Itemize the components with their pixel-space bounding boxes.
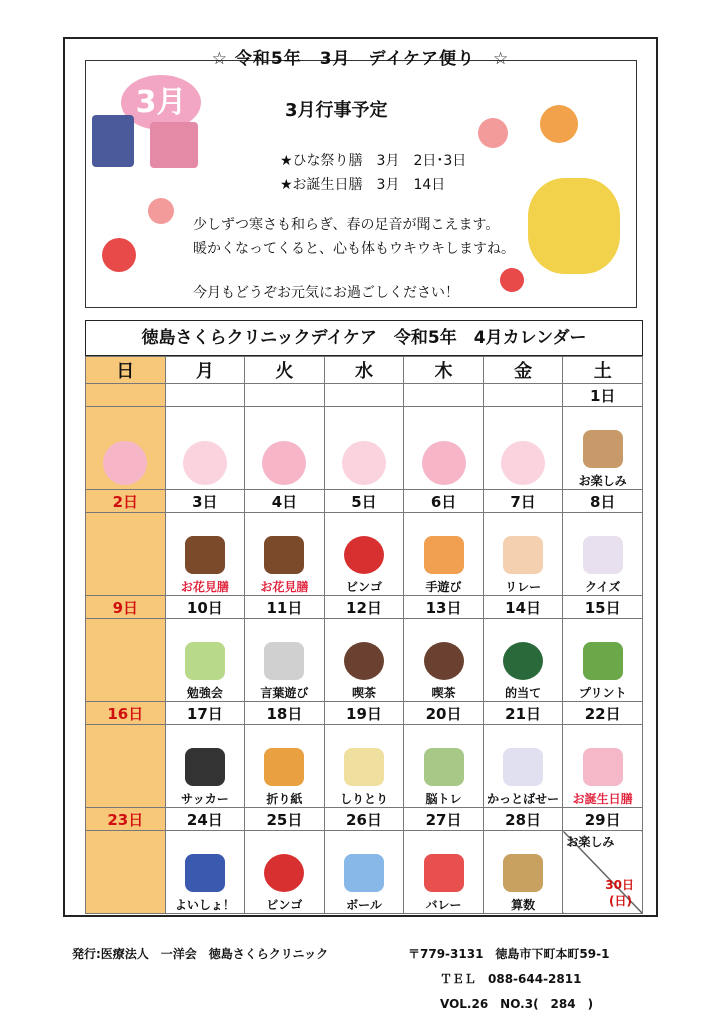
- activity-label: お楽しみ: [578, 474, 627, 488]
- activity-cell: [483, 407, 563, 490]
- plum-flower-icon: [540, 105, 578, 143]
- soccer-rabbit-icon: [185, 748, 225, 786]
- activity-label: お誕生日膳: [572, 792, 633, 806]
- date-cell: 20日: [404, 702, 484, 725]
- activity-label: バレー: [425, 898, 462, 912]
- date-cell: [245, 384, 325, 407]
- date-cell: 27日: [404, 808, 484, 831]
- day30-weekday: (日): [609, 894, 632, 908]
- origami-crane-icon: [264, 748, 304, 786]
- date-cell: [165, 384, 245, 407]
- message-line: 暖かくなってくると、心も体もウキウキしますね。: [193, 241, 515, 257]
- date-cell: [404, 384, 484, 407]
- weekday-header-row: [86, 357, 643, 384]
- elderly-couple-icon: [424, 748, 464, 786]
- activity-label: しりとり: [339, 792, 388, 806]
- bingo-machine-icon: [344, 536, 384, 574]
- activity-label: 勉強会: [186, 686, 223, 700]
- activity-cell: [324, 619, 404, 702]
- activity-label: よいしょ！: [174, 898, 235, 912]
- activity-cell: [563, 725, 643, 808]
- coffee-cup-icon: [424, 642, 464, 680]
- hina-doll-male-illustration: [92, 115, 134, 167]
- plum-flower-icon: [478, 118, 508, 148]
- date-cell: 25日: [245, 808, 325, 831]
- activity-cell: [165, 513, 245, 596]
- activity-cell: [324, 725, 404, 808]
- activity-cell: [563, 619, 643, 702]
- activity-cell: [563, 513, 643, 596]
- activity-cell: [86, 619, 166, 702]
- activity-cell: [563, 407, 643, 490]
- date-cell: 4日: [245, 490, 325, 513]
- sakura-icon: [262, 441, 306, 485]
- activity-cell: [165, 831, 245, 914]
- activity-label: ビンゴ: [345, 580, 382, 594]
- activity-label: 脳トレ: [425, 792, 462, 806]
- study-person-icon: [185, 642, 225, 680]
- publisher: 発行:医療法人 一洋会 徳島さくらクリニック: [72, 947, 329, 961]
- coffee-cup-icon: [344, 642, 384, 680]
- date-row: [86, 490, 643, 513]
- weightlifter-icon: [185, 854, 225, 892]
- date-cell: [324, 384, 404, 407]
- date-cell: 26日: [324, 808, 404, 831]
- date-row: [86, 596, 643, 619]
- date-cell: 11日: [245, 596, 325, 619]
- activity-row: [86, 513, 643, 596]
- newsletter-title: ☆ 令和5年 3月 デイケア便り ☆: [211, 49, 510, 69]
- animals-party-icon: [583, 430, 623, 468]
- telephone: ＴＥＬ 088-644-2811: [440, 972, 582, 986]
- date-cell: 13日: [404, 596, 484, 619]
- activity-label: 手遊び: [425, 580, 462, 594]
- date-cell: 14日: [483, 596, 563, 619]
- activity-label: 的当て: [505, 686, 542, 700]
- date-cell: 12日: [324, 596, 404, 619]
- activity-cell: [404, 513, 484, 596]
- activity-label: ビンゴ: [266, 898, 303, 912]
- activity-cell: [483, 831, 563, 914]
- activity-cell: [86, 725, 166, 808]
- date-cell: 2日: [86, 490, 166, 513]
- date-cell: 7日: [483, 490, 563, 513]
- activity-label: サッカー: [180, 792, 229, 806]
- events-title: 3月行事予定: [285, 100, 388, 121]
- activity-cell: [404, 619, 484, 702]
- weekday-header: 月: [165, 357, 245, 384]
- date-cell: 22日: [563, 702, 643, 725]
- date-cell: 19日: [324, 702, 404, 725]
- weekday-header: 金: [483, 357, 563, 384]
- date-cell: 24日: [165, 808, 245, 831]
- hand-play-icon: [424, 536, 464, 574]
- activity-cell: [245, 725, 325, 808]
- bingo-machine-icon: [264, 854, 304, 892]
- activity-label: お花見膳: [180, 580, 229, 594]
- activity-label: 折り紙: [266, 792, 303, 806]
- weekday-header: 水: [324, 357, 404, 384]
- math-boy-icon: [503, 854, 543, 892]
- date-cell: 10日: [165, 596, 245, 619]
- activity-label: かっとばせー: [487, 792, 560, 806]
- date-row: [86, 702, 643, 725]
- pencil-eraser-icon: [583, 642, 623, 680]
- plum-flower-icon: [500, 268, 524, 292]
- activity-cell: [563, 831, 643, 914]
- bento-box-icon: [185, 536, 225, 574]
- date-cell: 29日: [563, 808, 643, 831]
- date-cell: [86, 384, 166, 407]
- activity-cell: [245, 831, 325, 914]
- message-line: 少しずつ寒さも和らぎ、春の足音が聞こえます。: [193, 217, 500, 233]
- date-cell: 18日: [245, 702, 325, 725]
- activity-cell: [245, 513, 325, 596]
- sakura-icon: [342, 441, 386, 485]
- activity-cell: [245, 619, 325, 702]
- date-row: [86, 808, 643, 831]
- ball-boy-icon: [344, 854, 384, 892]
- activity-row: [86, 725, 643, 808]
- activity-cell: [165, 725, 245, 808]
- sakura-icon: [103, 441, 147, 485]
- date-cell: 15日: [563, 596, 643, 619]
- activity-label: 喫茶: [351, 686, 376, 700]
- date-row: [86, 384, 643, 407]
- event-item: ★ひな祭り膳 3月 2日･3日: [280, 153, 467, 169]
- date-cell: 16日: [86, 702, 166, 725]
- calendar-title: 徳島さくらクリニックデイケア 令和5年 4月カレンダー: [85, 320, 643, 356]
- date-cell: 9日: [86, 596, 166, 619]
- plum-flower-icon: [102, 238, 136, 272]
- activity-label: リレー: [505, 580, 542, 594]
- bento-box-icon: [264, 536, 304, 574]
- date-cell: 3日: [165, 490, 245, 513]
- activity-cell: [86, 831, 166, 914]
- volume-number: VOL.26 NO.3( 284 ): [440, 997, 594, 1011]
- activity-label: 喫茶: [431, 686, 456, 700]
- day30-date: 30日: [605, 878, 634, 892]
- activity-row: [86, 831, 643, 914]
- activity-cell: [324, 407, 404, 490]
- activity-cell: [86, 407, 166, 490]
- address: 〒779-3131 徳島市下町本町59-1: [408, 947, 610, 961]
- shiritori-animals-icon: [344, 748, 384, 786]
- volleyball-girl-icon: [424, 854, 464, 892]
- activity-cell: [165, 619, 245, 702]
- word-game-icon: [264, 642, 304, 680]
- activity-label: お楽しみ: [566, 835, 615, 849]
- date-cell: 6日: [404, 490, 484, 513]
- calendar-grid: [85, 356, 643, 914]
- month-badge: 3月: [121, 75, 201, 130]
- activity-label: お花見膳: [260, 580, 309, 594]
- activity-cell: [324, 513, 404, 596]
- activity-cell: [165, 407, 245, 490]
- date-cell: 21日: [483, 702, 563, 725]
- date-cell: 5日: [324, 490, 404, 513]
- hina-doll-female-illustration: [150, 122, 198, 168]
- activity-cell: [404, 725, 484, 808]
- activity-cell: [404, 831, 484, 914]
- activity-row: [86, 619, 643, 702]
- activity-label: 算数: [511, 898, 536, 912]
- activity-cell: [483, 513, 563, 596]
- sakura-icon: [422, 441, 466, 485]
- birthday-cake-icon: [583, 748, 623, 786]
- quiz-cat-icon: [583, 536, 623, 574]
- date-cell: 17日: [165, 702, 245, 725]
- activity-label: 言葉遊び: [260, 686, 309, 700]
- sakura-icon: [183, 441, 227, 485]
- date-cell: 8日: [563, 490, 643, 513]
- activity-cell: [86, 513, 166, 596]
- dartboard-icon: [503, 642, 543, 680]
- date-cell: 28日: [483, 808, 563, 831]
- activity-cell: [404, 407, 484, 490]
- activity-label: クイズ: [585, 580, 621, 594]
- activity-cell: [483, 619, 563, 702]
- activity-label: プリント: [578, 686, 627, 700]
- event-item: ★お誕生日膳 3月 14日: [280, 177, 446, 193]
- weekday-header: 火: [245, 357, 325, 384]
- horsetail-character-illustration: [528, 178, 620, 274]
- date-cell: [483, 384, 563, 407]
- weekday-header: 土: [563, 357, 643, 384]
- sakura-icon: [501, 441, 545, 485]
- plum-flower-icon: [148, 198, 174, 224]
- date-cell: 1日: [563, 384, 643, 407]
- baseball-batter-icon: [503, 748, 543, 786]
- date-cell: 23日: [86, 808, 166, 831]
- weekday-header: 日: [86, 357, 166, 384]
- activity-row: [86, 407, 643, 490]
- activity-cell: [245, 407, 325, 490]
- relay-runner-icon: [503, 536, 543, 574]
- message-line: 今月もどうぞお元気にお過ごしください！: [193, 285, 459, 301]
- activity-cell: [324, 831, 404, 914]
- activity-label: ボール: [346, 898, 382, 912]
- activity-cell: [483, 725, 563, 808]
- weekday-header: 木: [404, 357, 484, 384]
